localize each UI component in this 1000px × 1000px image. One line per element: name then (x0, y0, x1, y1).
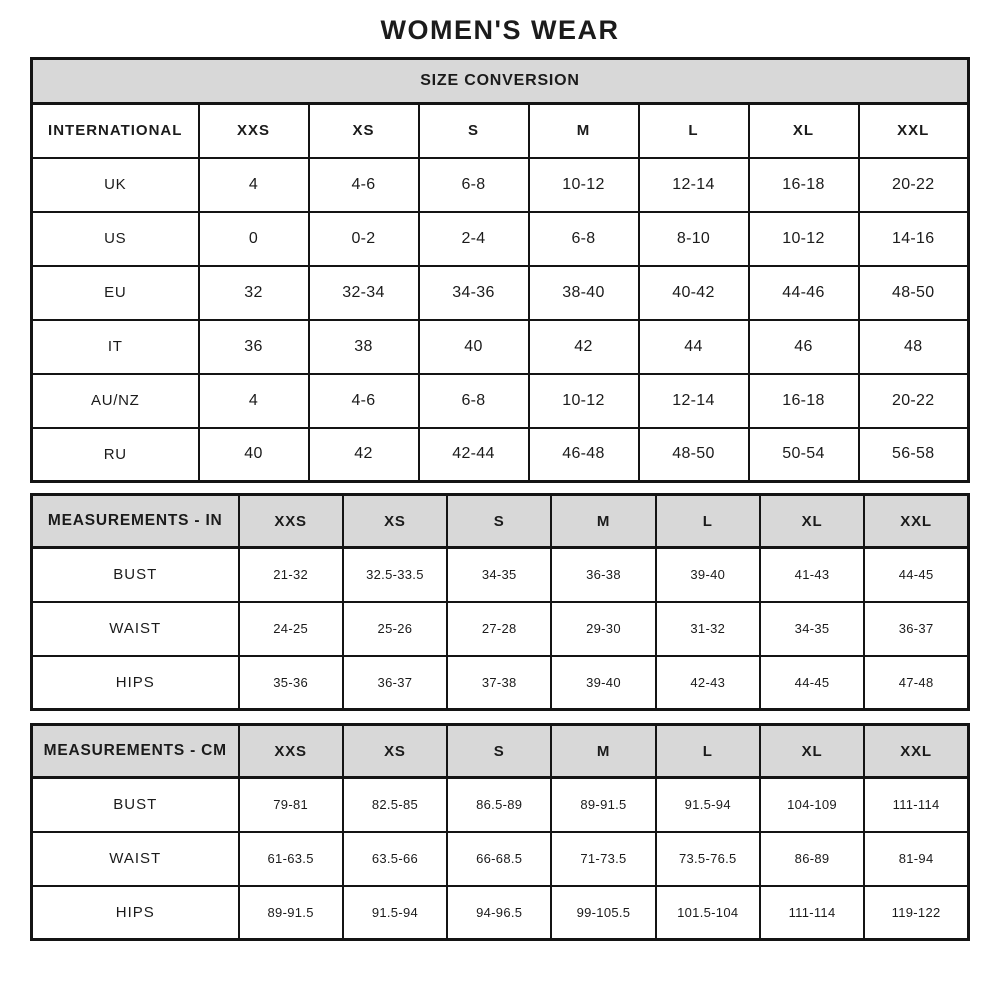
table-cell: 6-8 (529, 212, 639, 266)
column-header-xl: XL (760, 495, 864, 548)
measurements-in-table (30, 493, 970, 711)
table-cell: 89-91.5 (551, 778, 655, 832)
table-cell: 10-12 (529, 374, 639, 428)
measurements-cm-row-bust (32, 778, 969, 832)
table-cell: 4 (199, 374, 309, 428)
column-header-xs: XS (343, 495, 447, 548)
table-cell: 94-96.5 (447, 886, 551, 940)
size-conversion-table (30, 57, 970, 483)
table-cell: 4-6 (309, 158, 419, 212)
table-cell: 32 (199, 266, 309, 320)
table-cell: 39-40 (656, 548, 760, 602)
page-title: WOMEN'S WEAR (380, 15, 620, 45)
table-cell: 0 (199, 212, 309, 266)
table-cell: 101.5-104 (656, 886, 760, 940)
table-cell: 34-35 (447, 548, 551, 602)
table-cell: 12-14 (639, 374, 749, 428)
table-cell: 36 (199, 320, 309, 374)
table-cell: 36-37 (864, 602, 968, 656)
column-header-xs: XS (309, 104, 419, 158)
table-cell: 20-22 (859, 374, 969, 428)
column-header-m: M (551, 725, 655, 778)
table-cell: 41-43 (760, 548, 864, 602)
table-cell: 48-50 (639, 428, 749, 482)
table-cell: 10-12 (529, 158, 639, 212)
table-cell: 8-10 (639, 212, 749, 266)
measurements-in-header: MEASUREMENTS - IN (32, 495, 239, 548)
row-label: AU/NZ (32, 374, 199, 428)
table-cell: 111-114 (760, 886, 864, 940)
table-cell: 6-8 (419, 158, 529, 212)
size-conversion-header: SIZE CONVERSION (32, 59, 969, 104)
column-header-xl: XL (760, 725, 864, 778)
column-header-xxs: XXS (199, 104, 309, 158)
table-cell: 4 (199, 158, 309, 212)
row-label: EU (32, 266, 199, 320)
table-cell: 39-40 (551, 656, 655, 710)
table-cell: 44-46 (749, 266, 859, 320)
table-cell: 27-28 (447, 602, 551, 656)
row-label: WAIST (32, 832, 239, 886)
table-cell: 56-58 (859, 428, 969, 482)
table-cell: 38-40 (529, 266, 639, 320)
size-row-ru (32, 428, 969, 482)
row-label: HIPS (32, 656, 239, 710)
measurements-cm-table (30, 723, 970, 941)
column-header-xxl: XXL (864, 725, 968, 778)
column-header-s: S (419, 104, 529, 158)
size-columns-row (32, 104, 969, 158)
table-cell: 79-81 (239, 778, 343, 832)
table-cell: 20-22 (859, 158, 969, 212)
table-cell: 40 (199, 428, 309, 482)
column-header-m: M (529, 104, 639, 158)
measurements-cm-header-row (32, 725, 969, 778)
size-row-eu (32, 266, 969, 320)
table-cell: 44-45 (864, 548, 968, 602)
table-cell: 34-36 (419, 266, 529, 320)
table-cell: 86.5-89 (447, 778, 551, 832)
table-cell: 111-114 (864, 778, 968, 832)
table-cell: 21-32 (239, 548, 343, 602)
column-header-l: L (639, 104, 749, 158)
row-label: IT (32, 320, 199, 374)
table-cell: 6-8 (419, 374, 529, 428)
measurements-in-row-hips (32, 656, 969, 710)
row-label: RU (32, 428, 199, 482)
measurements-cm-row-waist (32, 832, 969, 886)
row-label: HIPS (32, 886, 239, 940)
row-label: BUST (32, 548, 239, 602)
table-cell: 42 (309, 428, 419, 482)
table-cell: 82.5-85 (343, 778, 447, 832)
size-row-uk (32, 158, 969, 212)
table-cell: 37-38 (447, 656, 551, 710)
table-cell: 48 (859, 320, 969, 374)
table-header-row (32, 59, 969, 104)
table-cell: 44-45 (760, 656, 864, 710)
table-cell: 46-48 (529, 428, 639, 482)
table-cell: 63.5-66 (343, 832, 447, 886)
table-cell: 42 (529, 320, 639, 374)
table-cell: 47-48 (864, 656, 968, 710)
column-header-international: INTERNATIONAL (32, 104, 199, 158)
size-row-aunz (32, 374, 969, 428)
table-cell: 10-12 (749, 212, 859, 266)
column-header-m: M (551, 495, 655, 548)
table-cell: 48-50 (859, 266, 969, 320)
table-cell: 16-18 (749, 374, 859, 428)
row-label: UK (32, 158, 199, 212)
table-cell: 104-109 (760, 778, 864, 832)
table-cell: 91.5-94 (343, 886, 447, 940)
table-cell: 81-94 (864, 832, 968, 886)
column-header-l: L (656, 495, 760, 548)
table-cell: 66-68.5 (447, 832, 551, 886)
table-cell: 40-42 (639, 266, 749, 320)
table-cell: 61-63.5 (239, 832, 343, 886)
column-header-xxl: XXL (859, 104, 969, 158)
column-header-xl: XL (749, 104, 859, 158)
table-cell: 2-4 (419, 212, 529, 266)
table-cell: 24-25 (239, 602, 343, 656)
table-cell: 14-16 (859, 212, 969, 266)
table-cell: 38 (309, 320, 419, 374)
table-cell: 46 (749, 320, 859, 374)
table-cell: 36-38 (551, 548, 655, 602)
table-cell: 34-35 (760, 602, 864, 656)
table-cell: 29-30 (551, 602, 655, 656)
table-cell: 71-73.5 (551, 832, 655, 886)
measurements-cm-row-hips (32, 886, 969, 940)
table-cell: 91.5-94 (656, 778, 760, 832)
table-cell: 42-43 (656, 656, 760, 710)
table-cell: 16-18 (749, 158, 859, 212)
measurements-in-row-waist (32, 602, 969, 656)
column-header-xxl: XXL (864, 495, 968, 548)
table-cell: 35-36 (239, 656, 343, 710)
column-header-s: S (447, 725, 551, 778)
table-cell: 32.5-33.5 (343, 548, 447, 602)
table-cell: 32-34 (309, 266, 419, 320)
table-cell: 119-122 (864, 886, 968, 940)
table-cell: 86-89 (760, 832, 864, 886)
row-label: US (32, 212, 199, 266)
measurements-cm-header: MEASUREMENTS - CM (32, 725, 239, 778)
table-cell: 50-54 (749, 428, 859, 482)
table-cell: 42-44 (419, 428, 529, 482)
row-label: BUST (32, 778, 239, 832)
table-cell: 44 (639, 320, 749, 374)
table-cell: 31-32 (656, 602, 760, 656)
row-label: WAIST (32, 602, 239, 656)
column-header-xxs: XXS (239, 725, 343, 778)
size-row-it (32, 320, 969, 374)
size-row-us (32, 212, 969, 266)
table-cell: 12-14 (639, 158, 749, 212)
table-cell: 4-6 (309, 374, 419, 428)
table-cell: 73.5-76.5 (656, 832, 760, 886)
table-cell: 40 (419, 320, 529, 374)
table-cell: 25-26 (343, 602, 447, 656)
table-cell: 0-2 (309, 212, 419, 266)
table-cell: 89-91.5 (239, 886, 343, 940)
column-header-xs: XS (343, 725, 447, 778)
table-cell: 36-37 (343, 656, 447, 710)
measurements-in-row-bust (32, 548, 969, 602)
column-header-xxs: XXS (239, 495, 343, 548)
measurements-in-header-row (32, 495, 969, 548)
table-cell: 99-105.5 (551, 886, 655, 940)
column-header-s: S (447, 495, 551, 548)
column-header-l: L (656, 725, 760, 778)
